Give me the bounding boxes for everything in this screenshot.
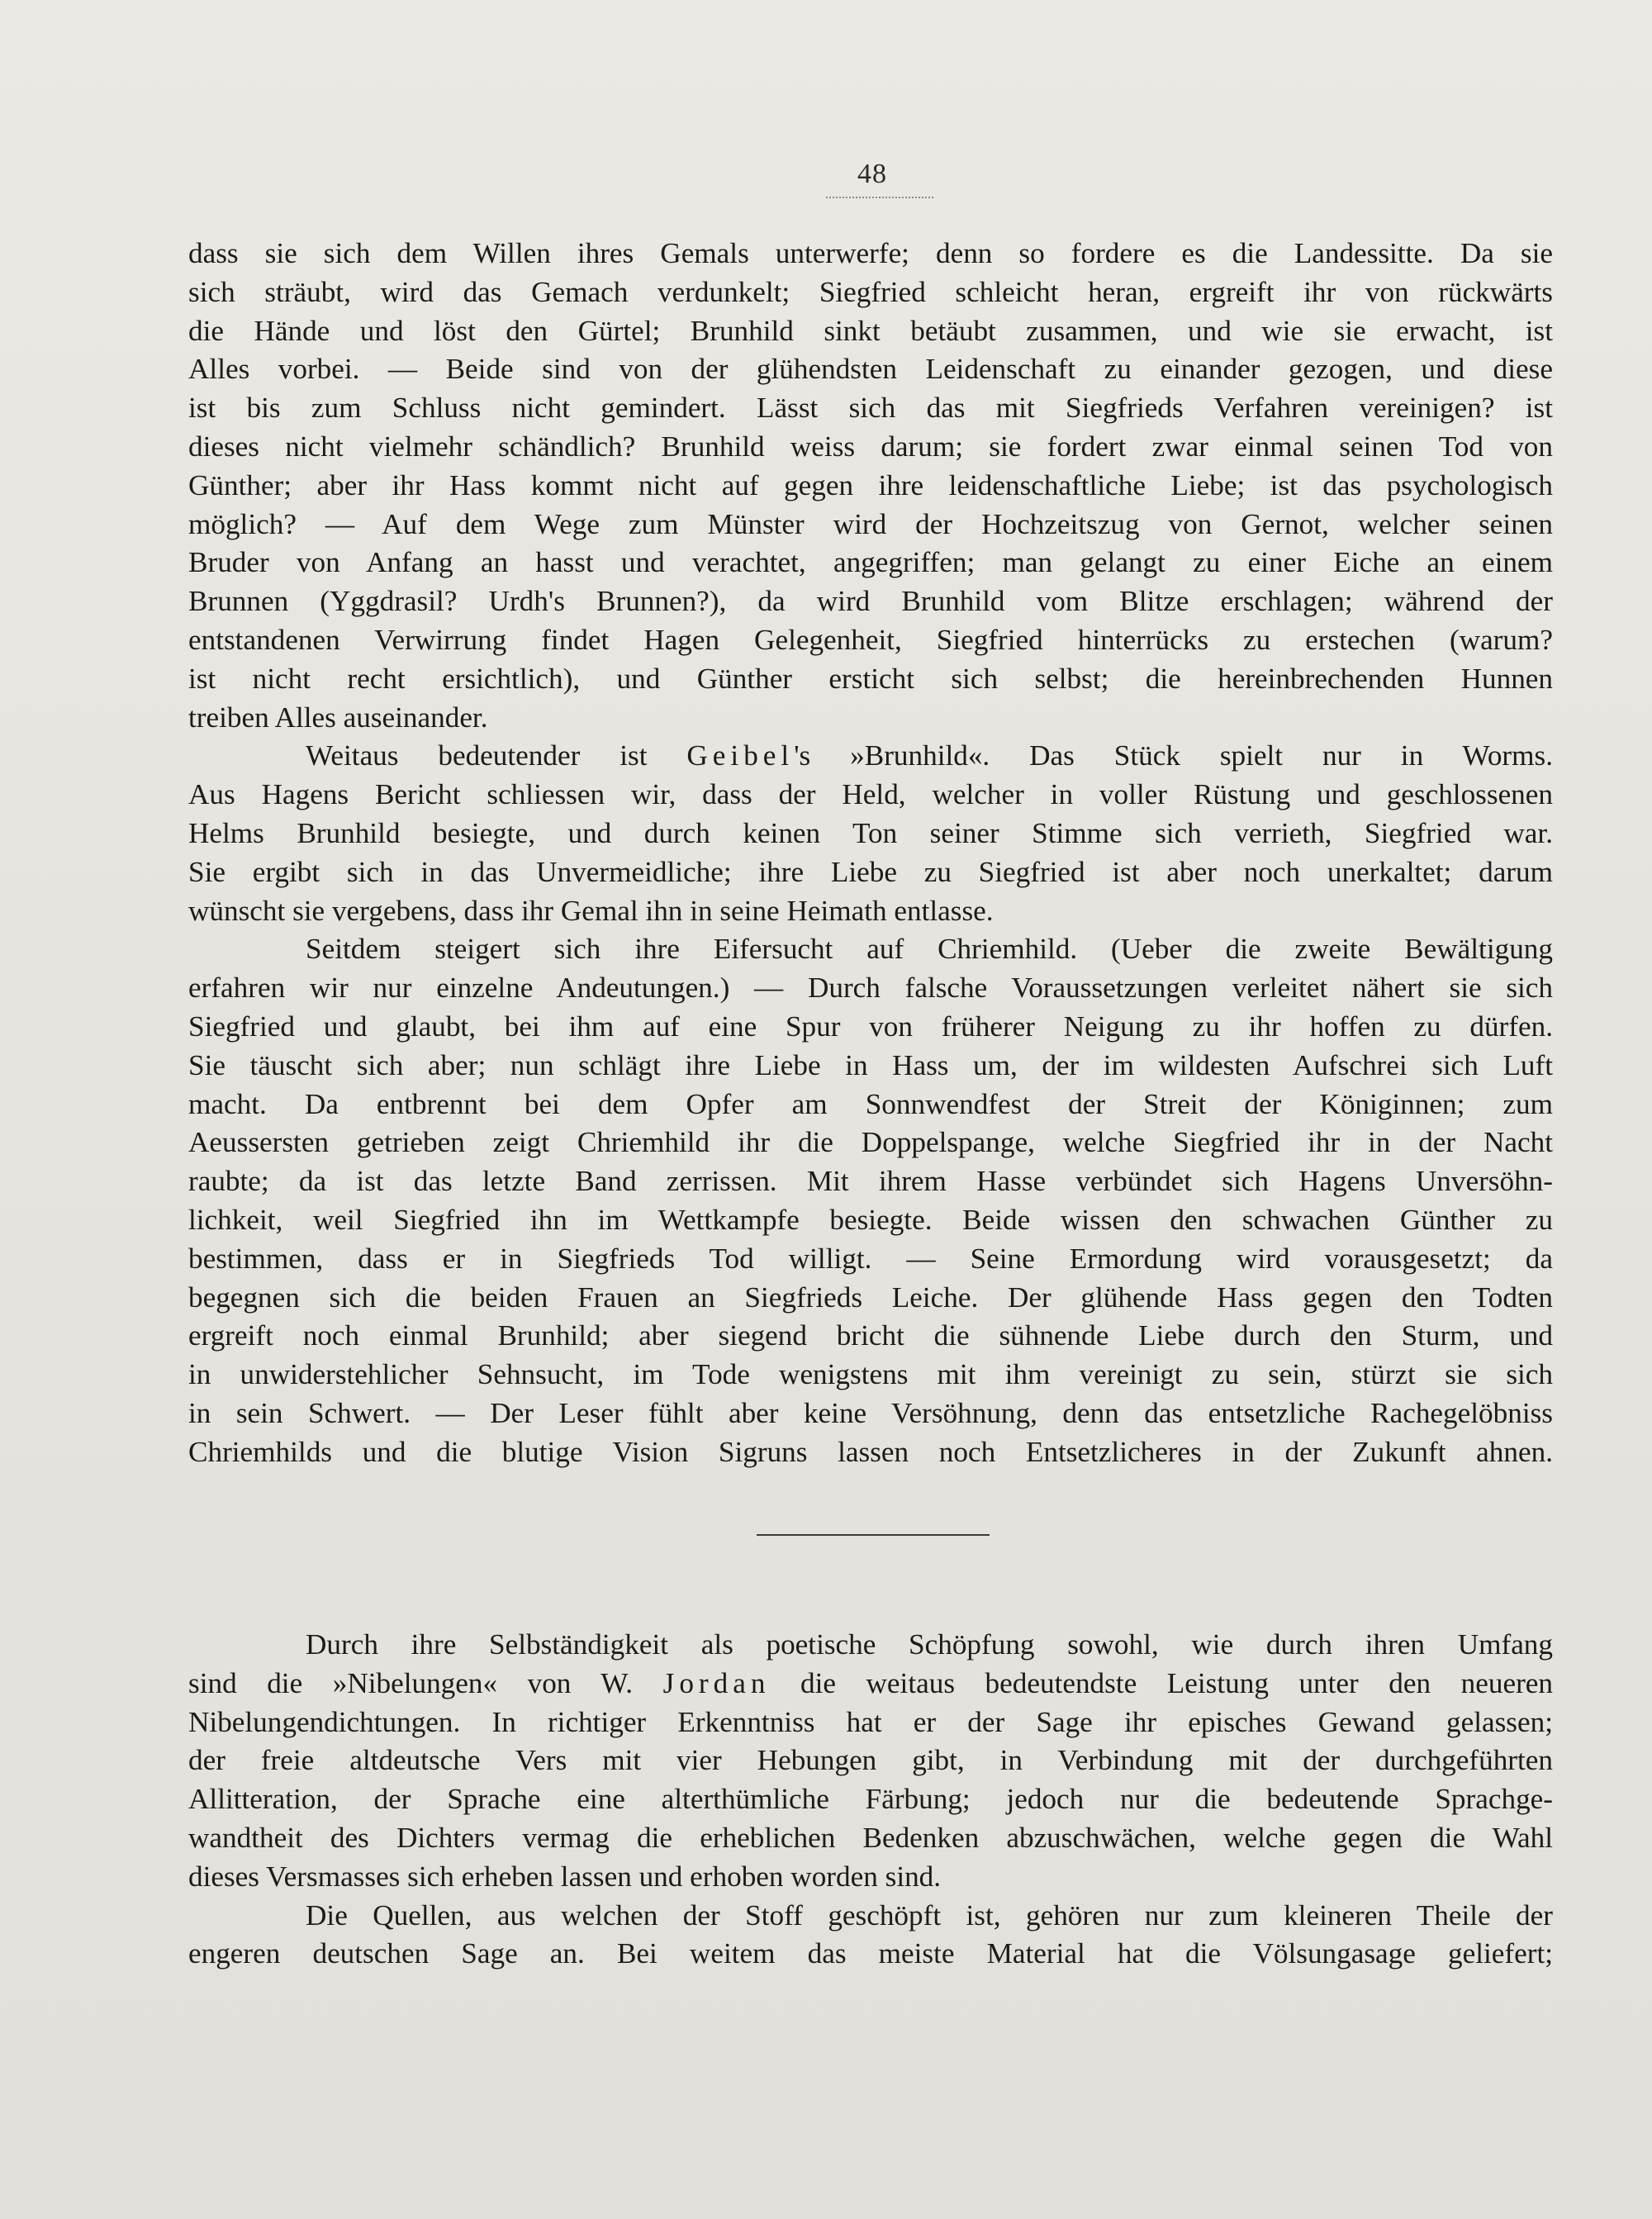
text-line: dieses Versmasses sich erheben lassen und erhoben worden sind.: [188, 1860, 942, 1893]
text-line: Aus Hagens Bericht schliessen wir, dass der Held, welcher in voller Rüstung und geschlossenen: [188, 778, 1553, 811]
paragraph-1: [188, 235, 1553, 737]
spaced-name: Jordan: [662, 1666, 771, 1699]
text-line: Durch ihre Selbständigkeit als poetische Schöpfung sowohl, wie durch ihren Umfang: [306, 1628, 1553, 1661]
text-line: macht. Da entbrennt bei dem Opfer am Sonnwendfest der Streit der Königinnen; zum: [188, 1087, 1553, 1120]
text-line: dass sie sich dem Willen ihres Gemals unterwerfe; denn so fordere es die Landessitte. Da sie: [188, 237, 1553, 269]
text-line: in sein Schwert. — Der Leser fühlt aber keine Versöhnung, denn das entsetzliche Rachegelöbniss: [188, 1396, 1553, 1429]
paragraph-5: [188, 1897, 1553, 1974]
text-section-2: [188, 1626, 1553, 1974]
text-line: Chriemhilds und die blutige Vision Sigruns lassen noch Entsetzlicheres in der Zukunft ahnen.: [188, 1435, 1553, 1468]
text-line: Nibelungendichtungen. In richtiger Erkenntniss hat er der Sage ihr episches Gewand gelassen;: [188, 1705, 1553, 1738]
text-line: Alles vorbei. — Beide sind von der glühendsten Leidenschaft zu einander gezogen, und diese: [188, 353, 1553, 386]
text-line: Allitteration, der Sprache eine alterthümliche Färbung; jedoch nur die bedeutende Sprachge-: [188, 1783, 1553, 1816]
paragraph-4: [188, 1626, 1553, 1897]
text-line: begegnen sich die beiden Frauen an Siegfrieds Leiche. Der glühende Hass gegen den Todten: [188, 1281, 1553, 1314]
text-section-1: [188, 235, 1553, 1472]
text-line: entstandenen Verwirrung findet Hagen Gelegenheit, Siegfried hinterrücks zu erstechen (warum?: [188, 623, 1553, 656]
text-line: engeren deutschen Sage an. Bei weitem das meiste Material hat die Völsungasage geliefert;: [188, 1937, 1553, 1970]
text-line: wünscht sie vergebens, dass ihr Gemal ihn in seine Heimath entlasse.: [188, 894, 994, 927]
text-line: ist nicht recht ersichtlich), und Günther ersticht sich selbst; die hereinbrechenden Hunnen: [188, 662, 1553, 695]
text-line: sind die »Nibelungen« von W. Jordan die weitaus bedeutendste Leistung unter den neueren: [188, 1666, 1553, 1699]
text-line: wandtheit des Dichters vermag die erheblichen Bedenken abzuschwächen, welche gegen die Wahl: [188, 1821, 1553, 1854]
text-line: Bruder von Anfang an hasst und verachtet, angegriffen; man gelangt zu einer Eiche an einem: [188, 546, 1553, 579]
page-number-ornament: [826, 192, 933, 198]
text-line: die Hände und löst den Gürtel; Brunhild sinkt betäubt zusammen, und wie sie erwacht, ist: [188, 314, 1553, 347]
spaced-name: Geibel: [686, 739, 795, 772]
text-line: Weitaus bedeutender ist Geibel's »Brunhild«. Das Stück spielt nur in Worms.: [306, 739, 1553, 772]
text-line: erfahren wir nur einzelne Andeutungen.) — Durch falsche Voraussetzungen verleitet nähert sie sich: [188, 972, 1553, 1005]
text-line: dieses nicht vielmehr schändlich? Brunhild weiss darum; sie fordert zwar einmal seinen Tod von: [188, 430, 1553, 463]
text-line: Aeussersten getrieben zeigt Chriemhild ihr die Doppelspange, welche Siegfried ihr in der Nacht: [188, 1126, 1553, 1159]
text-line: Sie ergibt sich in das Unvermeidliche; ihre Liebe zu Siegfried ist aber noch unerkaltet; darum: [188, 855, 1553, 888]
paragraph-3: [188, 930, 1553, 1471]
paragraph-2: [188, 737, 1553, 930]
text-line: ergreift noch einmal Brunhild; aber siegend bricht die sühnende Liebe durch den Sturm, und: [188, 1319, 1553, 1352]
text-line: bestimmen, dass er in Siegfrieds Tod willigt. — Seine Ermordung wird vorausgesetzt; da: [188, 1242, 1553, 1275]
section-separator: [757, 1534, 990, 1536]
text-line: möglich? — Auf dem Wege zum Münster wird der Hochzeitszug von Gernot, welcher seinen: [188, 507, 1553, 540]
text-line: Helms Brunhild besiegte, und durch keinen Ton seiner Stimme sich verrieth, Siegfried war.: [188, 816, 1553, 849]
text-line: ist bis zum Schluss nicht gemindert. Lässt sich das mit Siegfrieds Verfahren vereinigen? ist: [188, 392, 1553, 425]
text-line: lichkeit, weil Siegfried ihn im Wettkampfe besiegte. Beide wissen den schwachen Günther zu: [188, 1203, 1553, 1236]
text-line: Die Quellen, aus welchen der Stoff geschöpft ist, gehören nur zum kleineren Theile der: [306, 1898, 1553, 1932]
text-line: in unwiderstehlicher Sehnsucht, im Tode wenigstens mit ihm vereinigt zu sein, stürzt sie sich: [188, 1358, 1553, 1391]
text-line: treiben Alles auseinander.: [188, 701, 488, 734]
text-line: Brunnen (Yggdrasil? Urdh's Brunnen?), da wird Brunhild vom Blitze erschlagen; während der: [188, 585, 1553, 618]
text-line: raubte; da ist das letzte Band zerrissen. Mit ihrem Hasse verbündet sich Hagens Unversöhn-: [188, 1165, 1553, 1198]
text-line: Siegfried und glaubt, bei ihm auf eine Spur von früherer Neigung zu ihr hoffen zu dürfen.: [188, 1010, 1553, 1043]
page-number: 48: [857, 159, 887, 189]
text-line: sich sträubt, wird das Gemach verdunkelt; Siegfried schleicht heran, ergreift ihr von rückwärts: [188, 275, 1553, 308]
text-line: der freie altdeutsche Vers mit vier Hebungen gibt, in Verbindung mit der durchgeführten: [188, 1744, 1553, 1777]
text-line: Seitdem steigert sich ihre Eifersucht auf Chriemhild. (Ueber die zweite Bewältigung: [306, 933, 1553, 966]
text-line: Sie täuscht sich aber; nun schlägt ihre Liebe in Hass um, der im wildesten Aufschrei sich Luft: [188, 1048, 1553, 1081]
text-line: Günther; aber ihr Hass kommt nicht auf gegen ihre leidenschaftliche Liebe; ist das psychologisch: [188, 468, 1553, 501]
